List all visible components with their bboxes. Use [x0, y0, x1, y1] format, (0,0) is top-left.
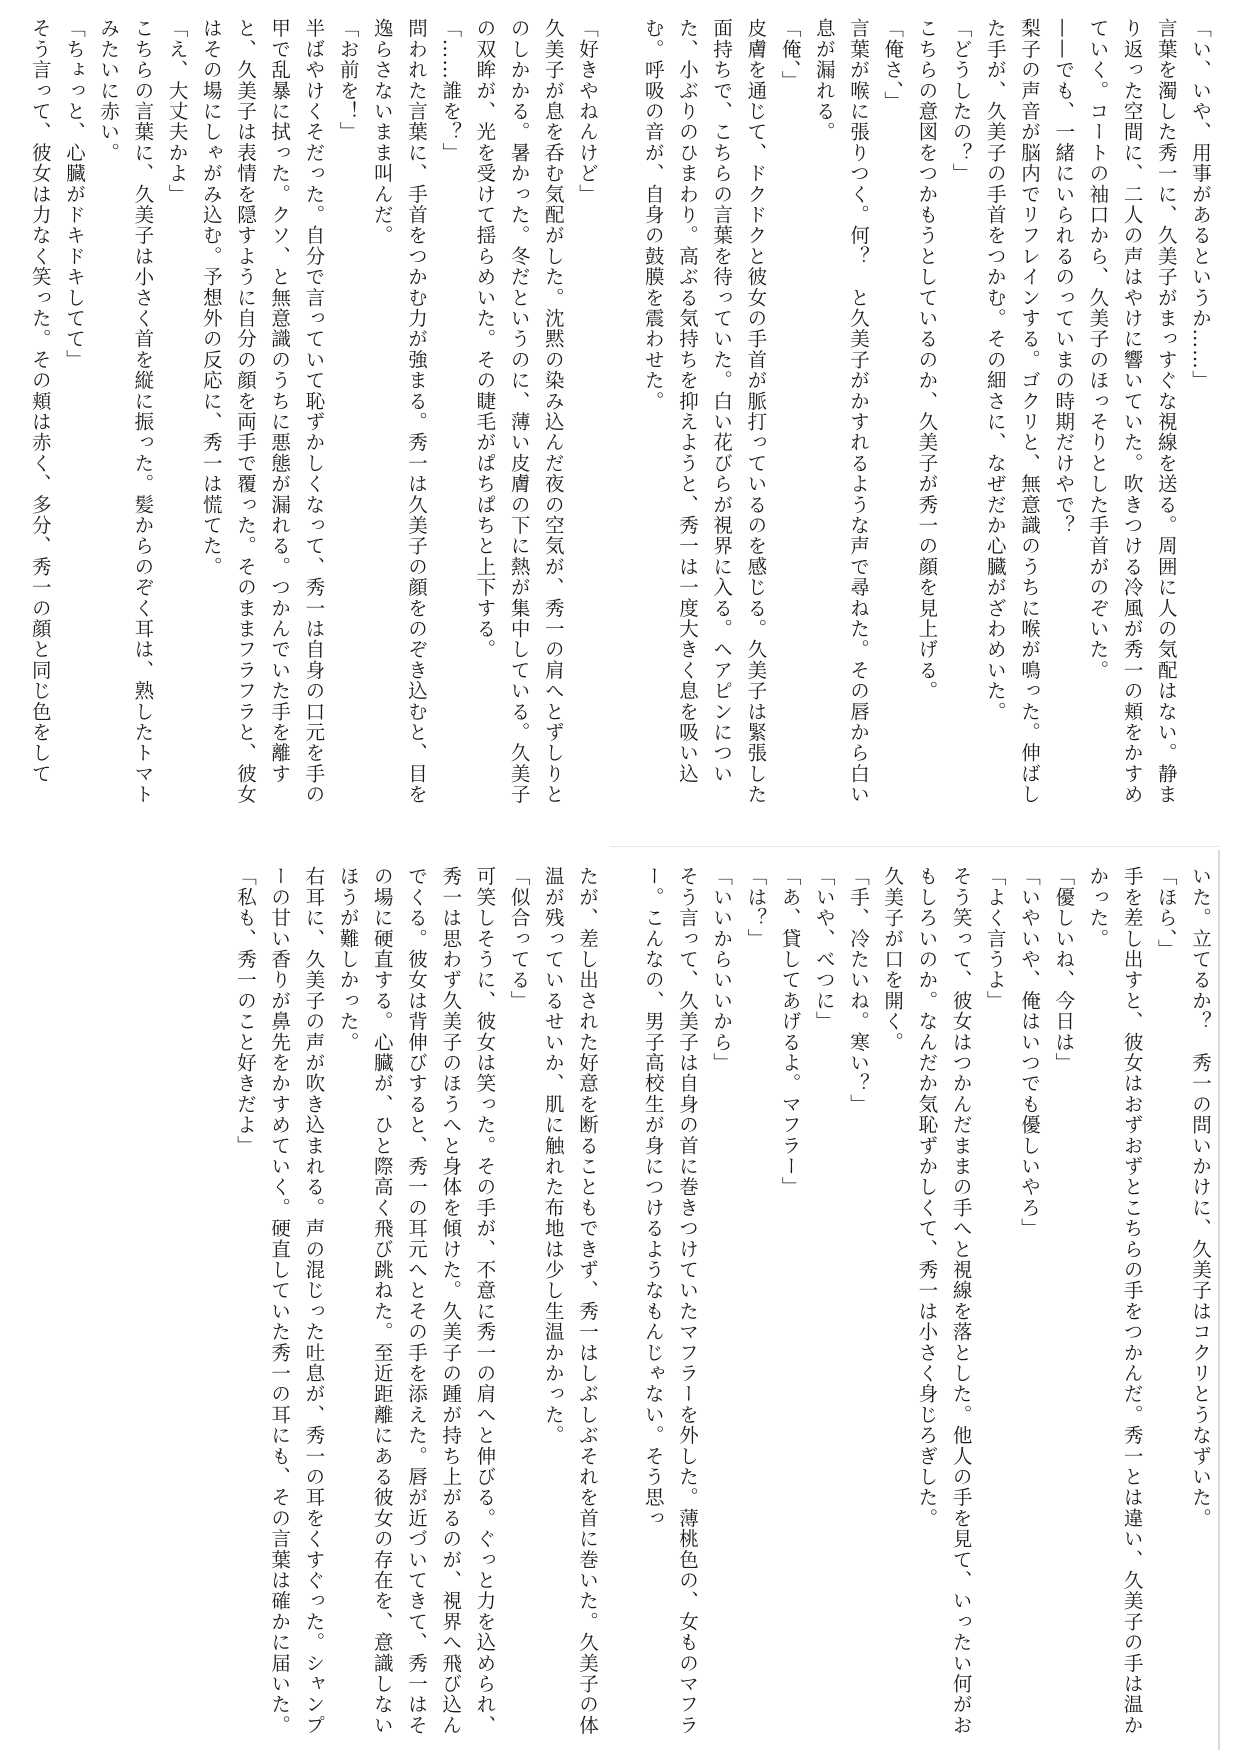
- text-line: 「いいからいいから」: [710, 866, 734, 1073]
- text-line: こちらの言葉に、久美子は小さく首を縦に振った。髪からのぞく耳は、熟したトマトみたいに赤い。: [97, 18, 155, 805]
- text-line: 梨子の声音が脳内でリフレインする。ゴクリと、無意識のうちに喉が鳴った。伸ばした手が、久美子の手首をつかむ。その細さに、なぜだか心臓がざわめいた。: [983, 18, 1041, 805]
- text-line: 「私も、秀一のこと好きだよ」: [233, 866, 257, 1156]
- text-line: 言葉を濁した秀一に、久美子がまっすぐな視線を送る。周囲に人の気配はない。静まり返った空間に、二人の声はやけに響いていた。吹きつける冷風が秀一の頬をかすめていく。コートの袖口から、久美子のほっそりとした手首がのぞいた。: [1086, 18, 1178, 805]
- text-line: 久美子が息を呑む気配がした。沈黙の染み込んだ夜の空気が、秀一の肩へとずしりとのしかかる。暑かった。冬だというのに、薄い皮膚の下に熱が集中している。久美子の双眸が、光を受けて揺らめいた。その睫毛がぱちぱちと上下する。: [473, 18, 565, 805]
- text-line: 「ちょっと、心臓がドキドキしてて」: [62, 18, 86, 370]
- text-line: 「い、いや、用事があるというか……」: [1189, 18, 1212, 391]
- text-line: 「俺、」: [778, 18, 802, 92]
- text-line: 「似合ってる」: [507, 866, 531, 1011]
- text-line: 手を差し出すと、彼女はおずおずとこちらの手をつかんだ。秀一とは違い、久美子の手は温かかった。: [1086, 866, 1144, 1736]
- page-divider-horizontal: [610, 846, 1220, 847]
- text-line: 「どうしたの？」: [949, 18, 973, 184]
- text-line: 可笑しそうに、彼女は笑った。その手が、不意に秀一の肩へと伸びる。ぐっと力を込められ、秀一は思わず久美子のほうへと身体を傾けた。久美子の踵が持ち上がるのが、視界へ飛び込んでくる。彼女は背伸びすると、秀一の耳元へとその手を添えた。唇が近づいてきて、秀一はその場に硬直する。心臓が、ひと際高く飛び跳ねた。至近距離にある彼女の存在を、意識しないほうが難しかった。: [336, 866, 497, 1736]
- text-line: そう笑って、彼女はつかんだままの手へと視線を落とした。他人の手を見て、いったい何がおもしろいのか。なんだか気恥ずかしくて、秀一は小さく身じろぎした。: [915, 866, 973, 1736]
- text-line: 「よく言うよ」: [983, 866, 1007, 1011]
- text-line: 「え、大丈夫かよ」: [165, 18, 189, 205]
- text-line: そう言って、久美子は自身の首に巻きつけていたマフラーを外した。薄桃色の、女ものマフラー。こんなの、男子高校生が身につけるようなもんじゃない。そう思っ: [641, 866, 699, 1736]
- text-line: 「は？」: [744, 866, 768, 949]
- text-column-lower-left: [12, 866, 604, 1746]
- text-line: 問われた言葉に、手首をつかむ力が強まる。秀一は久美子の顔をのぞき込むと、目を逸らさないまま叫んだ。: [370, 18, 428, 805]
- text-line: 「好きやねんけど」: [576, 18, 599, 205]
- text-line: 「優しいね、今日は」: [1052, 866, 1076, 1073]
- text-line: 久美子が口を開く。: [881, 866, 905, 1053]
- text-line: 「ほら、」: [1154, 866, 1178, 960]
- text-line: たが、差し出された好意を断ることもできず、秀一はしぶしぶそれを首に巻いた。久美子の体温が残っているせいか、肌に触れた布地は少し生温かかった。: [541, 866, 599, 1736]
- text-line: 右耳に、久美子の声が吹き込まれる。声の混じった吐息が、秀一の耳をくすぐった。シャンプーの甘い香りが鼻先をかすめていく。硬直していた秀一の耳にも、その言葉は確かに届いた。: [268, 866, 326, 1736]
- text-line: そう言って、彼女は力なく笑った。その頬は赤く、多分、秀一の顔と同じ色をして: [28, 18, 52, 784]
- text-column-upper-left: [12, 18, 604, 814]
- text-line: いた。立てるか？ 秀一の問いかけに、久美子はコクリとうなずいた。: [1189, 866, 1212, 1529]
- text-column-upper-right: [618, 18, 1217, 814]
- text-line: 半ばやけくそだった。自分で言っていて恥ずかしくなって、秀一は自身の口元を手の甲で乱暴に拭った。クソ、と無意識のうちに悪態が漏れる。つかんでいた手を離すと、久美子は表情を隠すように自分の顔を両手で覆った。そのままフラフラと、彼女はその場にしゃがみ込む。予想外の反応に、秀一は慌てた。: [199, 18, 326, 805]
- text-column-lower-right: [605, 866, 1217, 1746]
- page-edge-line: [1218, 850, 1220, 1750]
- text-line: こちらの意図をつかもうとしているのか、久美子が秀一の顔を見上げる。: [915, 18, 939, 702]
- text-line: 「いや、べつに」: [812, 866, 836, 1032]
- text-line: 言葉が喉に張りつく。何？ と久美子がかすれるような声で尋ねた。その唇から白い息が漏れる。: [812, 18, 870, 805]
- text-line: 「手、冷たいね。寒い？」: [846, 866, 870, 1115]
- text-line: 「俺さ、」: [881, 18, 905, 112]
- text-line: 「あ、貸してあげるよ。マフラー」: [778, 866, 802, 1198]
- text-line: 「……誰を？」: [439, 18, 463, 163]
- text-line: 「お前を！」: [336, 18, 360, 143]
- text-line: ——でも、一緒にいられるのっていまの時期だけやで？: [1052, 18, 1076, 536]
- text-line: 皮膚を通じて、ドクドクと彼女の手首が脈打っているのを感じる。久美子は緊張した面持ちで、こちらの言葉を待っていた。白い花びらが視界に入る。ヘアピンについた、小ぶりのひまわり。高ぶる気持ちを抑えようと、秀一は一度大きく息を吸い込む。呼吸の音が、自身の鼓膜を震わせた。: [641, 18, 768, 805]
- text-line: 「いやいや、俺はいつでも優しいやろ」: [1017, 866, 1041, 1239]
